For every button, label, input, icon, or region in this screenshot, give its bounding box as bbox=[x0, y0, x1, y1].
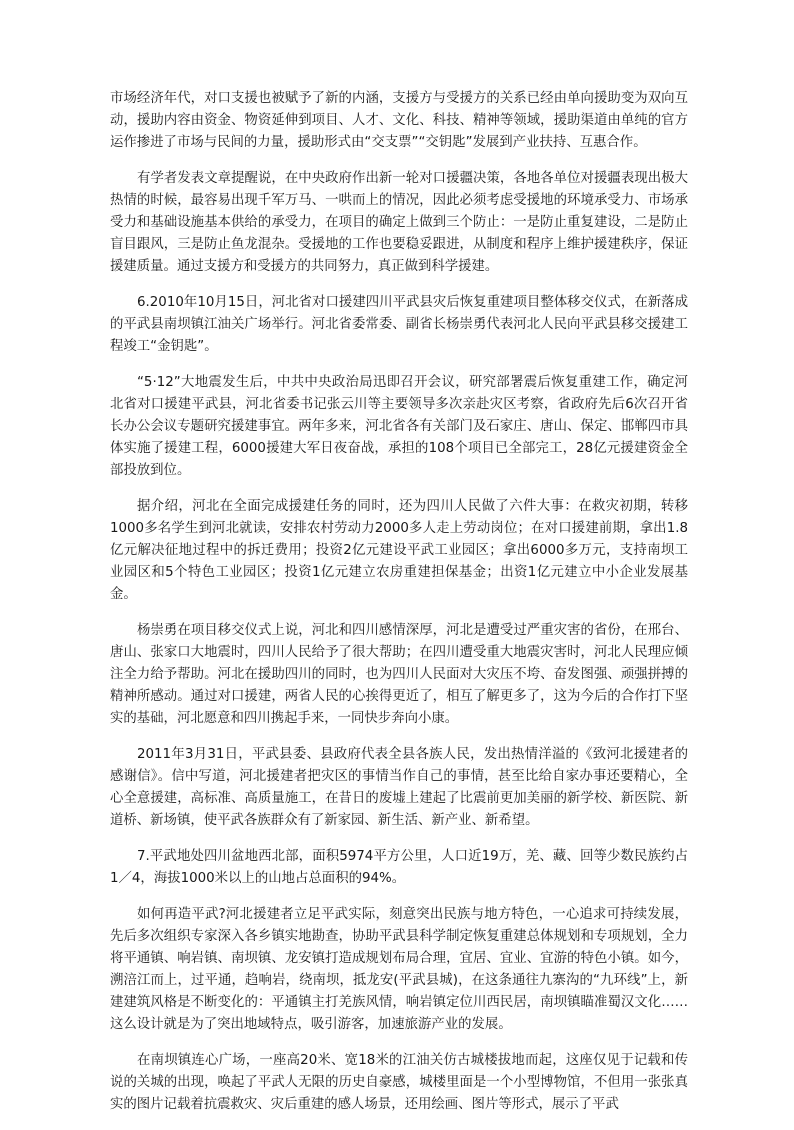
paragraph-7: 2011年3月31日，平武县委、县政府代表全县各族人民，发出热情洋溢的《致河北援建者的感谢信》。信中写道，河北援建者把灾区的事情当作自己的事情，甚至比给自家办事还要精心，全心全意援建，高标准、高质量施工，在昔日的废墟上建起了比震前更加美丽的新学校、新医院、新道桥、新场镇，使平武各族群众有了新家园、新生活、新产业、新希望。 bbox=[110, 747, 688, 828]
paragraph-5: 据介绍，河北在全面完成援建任务的同时，还为四川人民做了六件大事：在救灾初期，转移1000多名学生到河北就读，安排农村劳动力2000多人走上劳动岗位；在对口援建前期，拿出1.8亿元解决征地过程中的拆迁费用；投资2亿元建设平武工业园区；拿出6000多万元，支持南坝工业园区和5个特色工业园区；投资1亿元建立农房重建担保基金；出资1亿元建立中小企业发展基金。 bbox=[110, 499, 688, 602]
paragraph-6: 杨崇勇在项目移交仪式上说，河北和四川感情深厚，河北是遭受过严重灾害的省份，在邢台、唐山、张家口大地震时，四川人民给予了很大帮助；在四川遭受重大地震灾害时，河北人民理应倾注全力给予帮助。河北在援助四川的同时，也为四川人民面对大灾压不垮、奋发图强、顽强拼搏的精神所感动。通过对口援建，两省人民的心挨得更近了，相互了解更多了，这为今后的合作打下坚实的基础，河北愿意和四川携起手来，一同快步奔向小康。 bbox=[110, 623, 688, 726]
paragraph-4: “5·12”大地震发生后，中共中央政治局迅即召开会议，研究部署震后恢复重建工作，确定河北省对口援建平武县，河北省委书记张云川等主要领导多次亲赴灾区考察，省政府先后6次召开省长办公会议专题研究援建事宜。两年多来，河北省各有关部门及石家庄、唐山、保定、邯郸四市具体实施了援建工程，6000援建大军日夜奋战，承担的108个项目已全部完工，28亿元援建资金全部投放到位。 bbox=[110, 375, 688, 478]
paragraph-1: 市场经济年代，对口支援也被赋予了新的内涵，支援方与受援方的关系已经由单向援助变为双向互动，援助内容由资金、物资延伸到项目、人才、文化、科技、精神等领域，援助渠道由单纯的官方运作掺进了市场与民间的力量，援助形式由“交支票”“交钥匙”发展到产业扶持、互惠合作。 bbox=[110, 91, 688, 150]
paragraph-2: 有学者发表文章提醒说，在中央政府作出新一轮对口援疆决策，各地各单位对援疆表现出极大热情的时候，最容易出现千军万马、一哄而上的情况，因此必须考虑受援地的环境承受力、市场承受力和基础设施基本供给的承受力，在项目的确定上做到三个防止：一是防止重复建设，二是防止盲目跟风，三是防止鱼龙混杂。受援地的工作也要稳妥跟进，从制度和程序上维护援建秩序，保证援建质量。通过支援方和受援方的共同努力，真正做到科学援建。 bbox=[110, 171, 688, 274]
paragraph-10: 在南坝镇连心广场，一座高20米、宽18米的江油关仿古城楼拔地而起，这座仅见于记载和传说的关城的出现，唤起了平武人无限的历史自豪感，城楼里面是一个小型博物馆，不但用一张张真实的图片记载着抗震救灾、灾后重建的感人场景，还用绘画、图片等形式，展示了平武 bbox=[110, 1053, 688, 1112]
document-page bbox=[110, 88, 688, 1130]
paragraph-3: 6.2010年10月15日，河北省对口援建四川平武县灾后恢复重建项目整体移交仪式，在新落成的平武县南坝镇江油关广场举行。河北省委常委、副省长杨崇勇代表河北人民向平武县移交援建工程竣工“金钥匙”。 bbox=[110, 295, 688, 354]
paragraph-8: 7.平武地处四川盆地西北部，面积5974平方公里，人口近19万，羌、藏、回等少数民族约占1／4，海拔1000米以上的山地占总面积的94%。 bbox=[110, 849, 688, 886]
paragraph-9: 如何再造平武?河北援建者立足平武实际，刻意突出民族与地方特色，一心追求可持续发展，先后多次组织专家深入各乡镇实地勘查，协助平武县科学制定恢复重建总体规划和专项规划，全力将平通镇、响岩镇、南坝镇、龙安镇打造成规划布局合理，宜居、宜业、宜游的特色小镇。如今，溯涪江而上，过平通，趋响岩，绕南坝，抵龙安(平武县城)，在这条通往九寨沟的“九环线”上，新建建筑风格是不断变化的：平通镇主打羌族风情，响岩镇定位川西民居，南坝镇瞄准蜀汉文化……这么设计就是为了突出地域特点，吸引游客，加速旅游产业的发展。 bbox=[110, 907, 688, 1032]
